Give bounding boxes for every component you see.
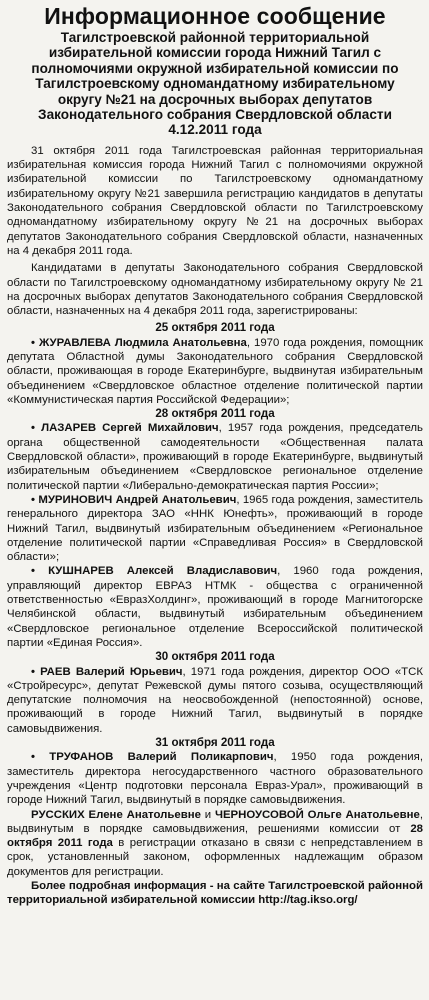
candidate-entry [7,493,423,564]
refused-candidate-name: ЧЕРНОУСОВОЙ Ольге Анатольевне [214,808,420,821]
refusal-date: 28 октября 2011 года [7,822,423,850]
footer-more-info: Более подробная информация - на сайте Тагилстроевской районной территориальной избирательной комиссии http://tag.ikso.org/ [7,879,423,907]
notice-subtitle: Тагилстроевской районной территориальной избирательной комиссии города Нижний Тагил с полномочиями окружной избирательной комиссии по Тагилстроевскому одномандатному избирательному округу №21 на досрочных выборах депутатов Законодательного собрания Свердловской области 4.12.2011 года [31,30,399,138]
date-heading-25: 25 октября 2011 года [155,321,275,335]
intro-paragraph: 31 октября 2011 года Тагилстроевская районная территориальная избирательная комиссия города Нижний Тагил с полномочиями окружной избирательной комиссии по Тагилстроевскому одномандатному избирательному округу №21 завершила регистрацию кандидатов в депутаты Законодательного собрания Свердловской области по Тагилстроевскому одномандатному избирательному округу №21 на досрочных выборах депутатов Законодательного собрания Свердловской области, назначенных на 4 декабря 2011 года. [7,144,423,257]
candidate-entry [7,336,423,407]
candidate-entry [7,750,423,807]
date-heading-28: 28 октября 2011 года [155,407,275,421]
candidate-details: , 1957 года рождения, председатель органа общественной самодеятельности «Общественная палата Свердловской области», проживающий в городе Екатеринбурге, выдвинутый избирательным объединением «Свердловское региональное отделение политической партии «Либерально-демократическая партия России»; [7,422,423,492]
refusal-paragraph [7,808,423,879]
refusal-text: в регистрации отказано в связи с непредставлением в срок, установленный законом, оформленных надлежащим образом документов для регистрации. [7,837,423,878]
candidate-details: , 1965 года рождения, заместитель генерального директора ЗАО «ННК Юнефть», проживающий в городе Нижний Тагил, выдвинутый избирательным объединением «Региональное отделение политической партии «Справедливая Россия» в Свердловской области»; [7,493,423,564]
refusal-text: , выдвинутым в порядке самовыдвижения, решениями комиссии от [7,808,423,835]
page-title: Информационное сообщение [44,3,386,29]
candidate-name: • ЖУРАВЛЕВА Людмила Анатольевна [31,336,247,349]
candidate-details: , 1971 года рождения, директор ООО «ТСК «Стройресурс», депутат Режевской думы пятого созыва, осуществляющий депутатские полномочия на неосвобожденной (непостоянной) основе, проживающий в городе Нижний Тагил, выдвинутый в порядке самовыдвижения. [7,665,423,735]
date-heading-31: 31 октября 2011 года [155,736,275,750]
candidate-name: • РАЕВ Валерий Юрьевич [31,665,183,678]
candidate-details: , 1970 года рождения, помощник депутата Областной думы Законодательного собрания Свердловской области, проживающая в городе Екатеринбурге, выдвинутая избирательным объединением «Свердловское областное отделение политической партии «Коммунистическая партия Российской Федерации»; [7,336,423,406]
candidate-details: , 1960 года рождения, управляющий директор ЕВРАЗ НТМК - общества с ограниченной ответственностью «ЕвразХолдинг», проживающий в городе Магнитогорске Челябинской области, выдвинутый избирательным объединением «Свердловское региональное отделение Всероссийской политической партии «Единая Россия». [7,565,423,649]
refusal-conjunction: и [200,808,215,821]
candidate-name: • ЛАЗАРЕВ Сергей Михайлович [31,422,219,435]
candidate-name: • ТРУФАНОВ Валерий Поликарпович [31,751,274,764]
candidate-entry [7,564,423,650]
candidate-entry [7,665,423,736]
candidate-entry [7,421,423,492]
candidates-intro-paragraph: Кандидатами в депутаты Законодательного собрания Свердловской области по Тагилстроевскому одномандатному избирательному округу № 21 на досрочных выборах депутатов Законодательного собрания Свердловской области, назначенных на 4 декабря 2011 года, зарегистрированы: [7,262,423,318]
date-heading-30: 30 октября 2011 года [155,650,275,664]
refused-candidate-name: РУССКИХ Елене Анатольевне [31,808,201,821]
candidate-name: • КУШНАРЕВ Алексей Владиславович [31,565,278,578]
candidate-details: , 1950 года рождения, заместитель директора негосударственного частного образовательного учреждения «Центр подготовки персонала Евраз-Урал», проживающий в городе Нижний Тагил, выдвинутый в порядке самовыдвижения. [7,751,423,807]
candidate-name: • МУРИНОВИЧ Андрей Анатольевич [31,493,237,506]
